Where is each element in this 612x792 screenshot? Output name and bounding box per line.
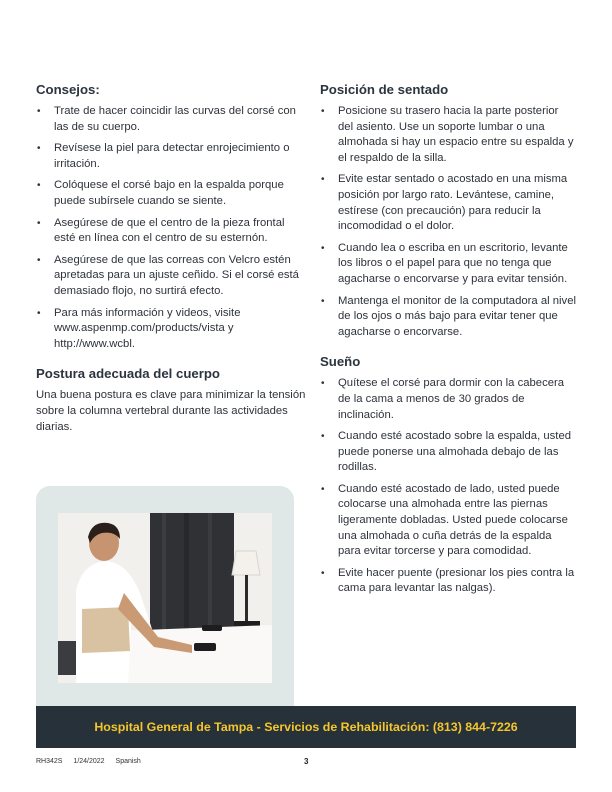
right-column — [320, 82, 576, 603]
man-at-desk-illustration — [58, 513, 272, 683]
list-item: • Cuando lea o escriba en un escritorio, levante los libros o el papel para que no tenga que agacharse o encorvarse y para evitar tensión. — [320, 241, 576, 288]
sleep-list — [320, 376, 576, 597]
posture-text: Una buena postura es clave para minimizar la tensión sobre la columna vertebral durante las actividades diarias. — [36, 389, 306, 433]
tips-heading: Consejos: — [36, 82, 100, 97]
list-item: • Trate de hacer coincidir las curvas del corsé con las de su cuerpo. — [36, 104, 306, 135]
tips-list — [36, 104, 306, 352]
left-column — [36, 82, 306, 435]
posture-heading: Postura adecuada del cuerpo — [36, 366, 220, 382]
list-item: • Asegúrese de que las correas con Velcro estén apretadas para un ajuste ceñido. Si el corsé está demasiado flojo, no surtirá efecto. — [36, 253, 306, 300]
document-language: Spanish — [115, 758, 141, 765]
page-number: 3 — [304, 757, 309, 766]
list-item: • Cuando esté acostado sobre la espalda, usted puede ponerse una almohada debajo de las rodillas. — [320, 429, 576, 476]
document-code: RH342S — [36, 758, 63, 765]
posture-photo — [58, 513, 272, 683]
list-item: • Quítese el corsé para dormir con la cabecera de la cama a menos de 30 grados de inclinación. — [320, 376, 576, 423]
footer-bar — [36, 706, 576, 748]
list-item: • Colóquese el corsé bajo en la espalda porque puede subírsele cuando se siente. — [36, 178, 306, 209]
document-meta — [36, 758, 150, 765]
list-item: • Posicione su trasero hacia la parte posterior del asiento. Use un soporte lumbar o una almohada si hay un espacio entre su espalda y el respaldo de la silla. — [320, 104, 576, 166]
sitting-list — [320, 104, 576, 340]
list-item: • Revísese la piel para detectar enrojecimiento o irritación. — [36, 141, 306, 172]
list-item: • Asegúrese de que el centro de la pieza frontal esté en línea con el centro de su esternón. — [36, 216, 306, 247]
hospital-contact: Hospital General de Tampa - Servicios de Rehabilitación: (813) 844-7226 — [94, 720, 518, 734]
sleep-heading: Sueño — [320, 354, 361, 370]
sitting-heading: Posición de sentado — [320, 82, 449, 97]
list-item: • Cuando esté acostado de lado, usted puede colocarse una almohada entre las piernas ligeramente dobladas. Usted puede colocarse una almohada o cuña detrás de la espalda para evitar torcerse y para comodidad. — [320, 482, 576, 560]
document-date: 1/24/2022 — [73, 758, 105, 765]
list-item: • Mantenga el monitor de la computadora al nivel de los ojos o más bajo para evitar tener que agacharse o encorvarse. — [320, 294, 576, 341]
list-item: • Evite hacer puente (presionar los pies contra la cama para levantar las nalgas). — [320, 566, 576, 597]
list-item: • Evite estar sentado o acostado en una misma posición por largo rato. Levántese, camine, estírese (con precaución) para reducir la incomodidad o el dolor. — [320, 172, 576, 234]
list-item: • Para más información y videos, visite www.aspenmp.com/products/vista y http://www.wcbl. — [36, 306, 306, 353]
